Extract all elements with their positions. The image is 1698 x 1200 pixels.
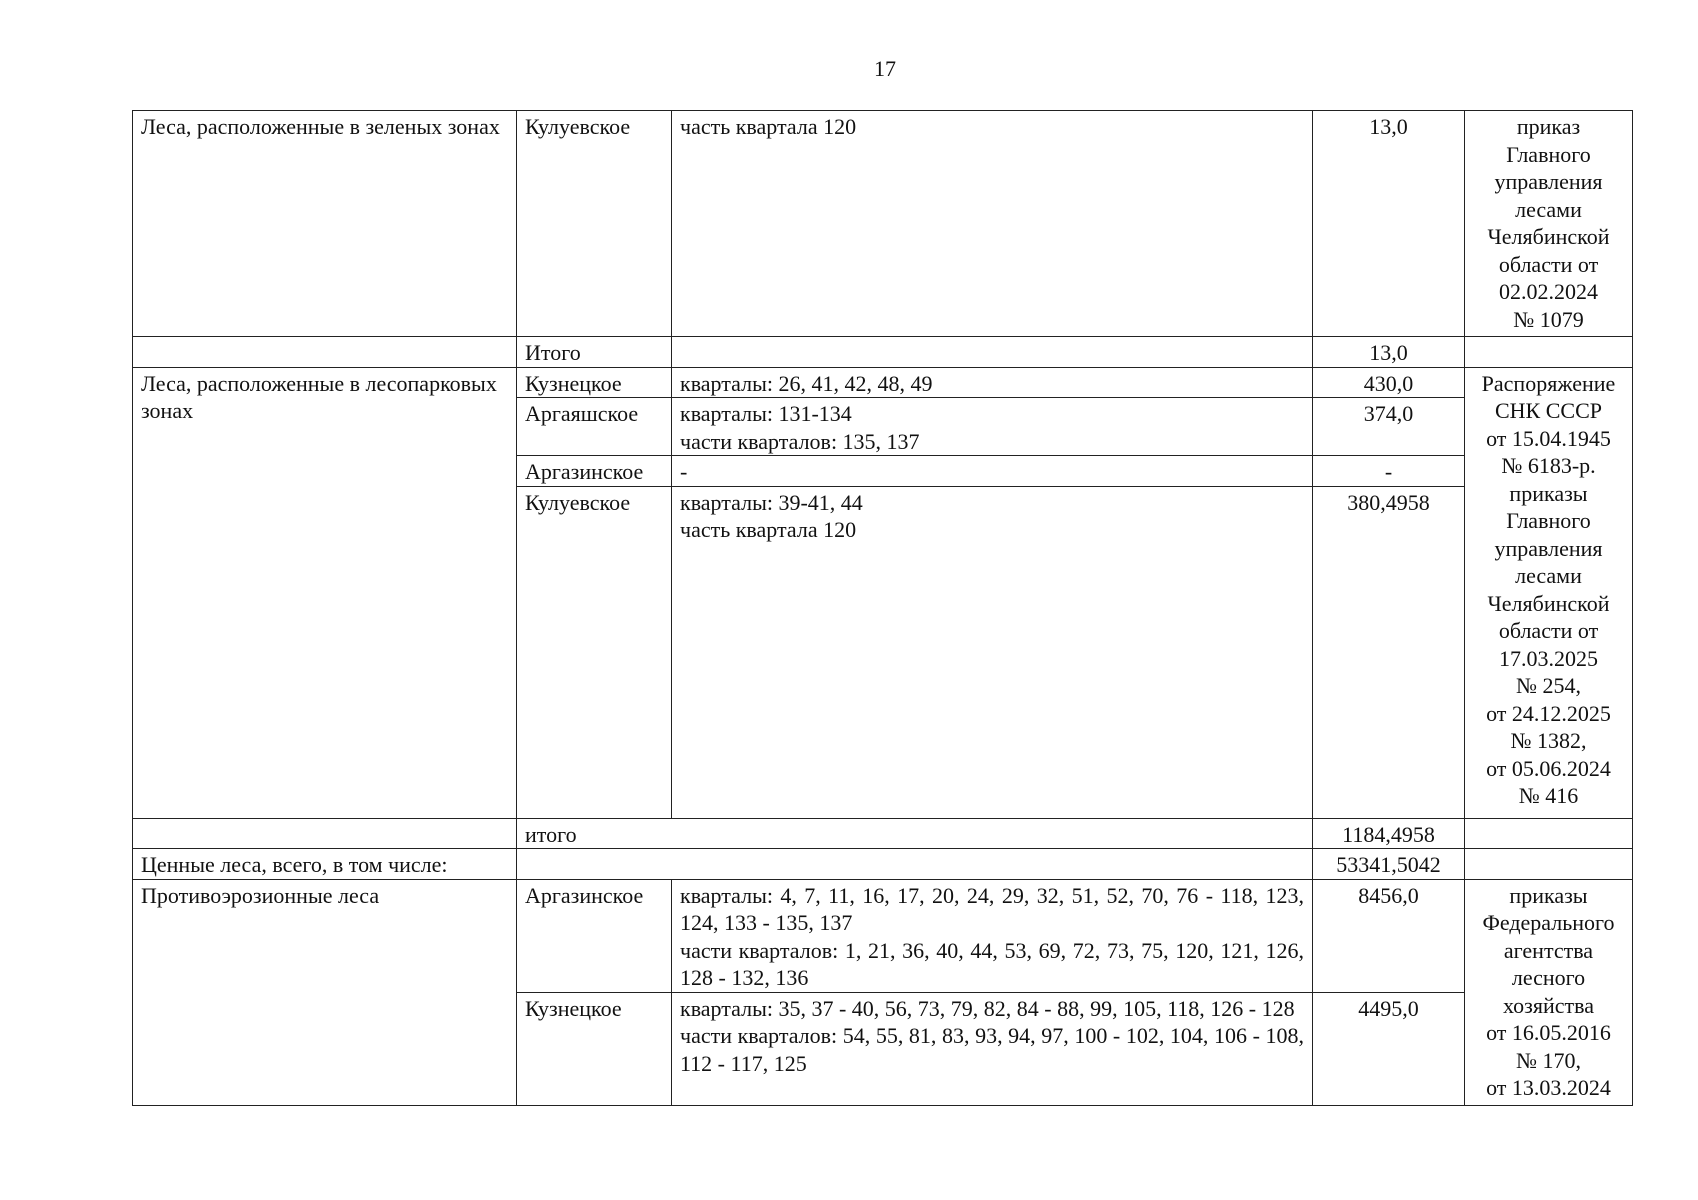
document-cell: [1465, 367, 1633, 818]
document-line: № 170,: [1516, 1047, 1581, 1073]
area-cell: 8456,0: [1313, 879, 1465, 992]
document-cell: [1465, 879, 1633, 1105]
empty-cell: [1465, 818, 1633, 849]
area-cell: 4495,0: [1313, 992, 1465, 1105]
area-cell: 380,4958: [1313, 486, 1465, 818]
document-line: приказы: [1509, 480, 1588, 506]
forestry-cell: Аргазинское: [517, 456, 672, 487]
section-label: Ценные леса, всего, в том числе:: [133, 849, 517, 880]
document-line: от 16.05.2016: [1486, 1020, 1611, 1045]
total-area: 13,0: [1313, 337, 1465, 368]
document-line: хозяйства: [1503, 992, 1594, 1018]
table-row: [133, 849, 1633, 880]
document-line: № 416: [1518, 783, 1579, 808]
document-line: № 1079: [1513, 306, 1584, 332]
document-line: № 1382,: [1510, 728, 1587, 753]
forestry-cell: Кулуевское: [517, 486, 672, 818]
document-line: от 13.03.2024: [1486, 1075, 1611, 1100]
quarters-line: -: [680, 459, 688, 484]
quarters-cell: [672, 367, 1313, 398]
document-line: управления: [1494, 535, 1603, 561]
area-cell: -: [1313, 456, 1465, 487]
category-cell: Леса, расположенные в лесопарковых зонах: [133, 367, 517, 818]
forestry-cell: Аргазинское: [517, 879, 672, 992]
category-cell: Противоэрозионные леса: [133, 879, 517, 1105]
table-row: [133, 879, 1633, 992]
document-line: лесного: [1511, 965, 1586, 990]
document-line: № 6183-р.: [1501, 453, 1596, 478]
quarters-line: кварталы: 26, 41, 42, 48, 49: [680, 370, 933, 396]
table-row: [133, 111, 1633, 337]
document-line: 17.03.2025: [1499, 645, 1598, 671]
document-line: приказы: [1509, 882, 1588, 908]
document-line: лесами: [1515, 196, 1582, 222]
quarters-cell: [672, 111, 1313, 337]
section-area: 53341,5042: [1313, 849, 1465, 880]
area-cell: 430,0: [1313, 367, 1465, 398]
document-line: приказ: [1516, 114, 1581, 139]
quarters-line: части кварталов: 54, 55, 81, 83, 93, 94, 97, 100 - 102, 104, 106 - 108, 112 - 117, 125: [680, 1023, 1304, 1076]
table-row: [133, 337, 1633, 368]
document-line: Распоряжение: [1481, 370, 1616, 396]
empty-cell: [133, 337, 517, 368]
document-line: № 254,: [1516, 673, 1581, 698]
empty-cell: [517, 849, 1313, 880]
quarters-line: часть квартала 120: [680, 114, 857, 139]
document-line: 02.02.2024: [1499, 279, 1598, 304]
quarters-line: кварталы: 131-134: [680, 401, 852, 426]
forestry-cell: Кулуевское: [517, 111, 672, 337]
quarters-cell: [672, 456, 1313, 487]
total-area: 1184,4958: [1313, 818, 1465, 849]
empty-cell: [133, 818, 517, 849]
page-number: 17: [874, 56, 896, 81]
empty-cell: [1465, 849, 1633, 880]
document-line: Федерального: [1482, 910, 1615, 935]
document-line: лесами: [1515, 563, 1582, 588]
document-line: от 24.12.2025: [1486, 700, 1611, 726]
total-label: итого: [517, 818, 1313, 849]
document-line: Главного: [1506, 508, 1591, 533]
empty-cell: [1465, 337, 1633, 368]
quarters-line: части кварталов: 1, 21, 36, 40, 44, 53, 69, 72, 73, 75, 120, 121, 126, 128 - 132, 136: [680, 937, 1304, 990]
quarters-cell: [672, 879, 1313, 992]
document-line: Челябинской: [1487, 224, 1610, 249]
area-cell: 13,0: [1313, 111, 1465, 337]
forestry-cell: Аргаяшское: [517, 398, 672, 456]
quarters-cell: [672, 486, 1313, 818]
area-cell: 374,0: [1313, 398, 1465, 456]
quarters-line: кварталы: 35, 37 - 40, 56, 73, 79, 82, 84 - 88, 99, 105, 118, 126 - 128: [680, 995, 1295, 1021]
document-line: области от: [1498, 618, 1599, 643]
quarters-cell: [672, 992, 1313, 1105]
document-cell: [1465, 111, 1633, 337]
document-line: области от: [1498, 251, 1599, 277]
document-line: от 05.06.2024: [1486, 755, 1611, 781]
document-line: от 15.04.1945: [1486, 425, 1611, 451]
forestry-cell: Кузнецкое: [517, 992, 672, 1105]
document-line: Челябинской: [1487, 590, 1610, 616]
quarters-cell: [672, 398, 1313, 456]
total-label: Итого: [517, 337, 672, 368]
empty-cell: [672, 337, 1313, 368]
quarters-line: части кварталов: 135, 137: [680, 428, 920, 454]
quarters-line: кварталы: 39-41, 44: [680, 489, 863, 515]
category-cell: Леса, расположенные в зеленых зонах: [133, 111, 517, 337]
table-row: [133, 818, 1633, 849]
document-line: Главного: [1506, 141, 1591, 167]
document-line: СНК СССР: [1495, 398, 1602, 423]
forest-table: [132, 110, 1633, 1106]
quarters-line: кварталы: 4, 7, 11, 16, 17, 20, 24, 29, 32, 51, 52, 70, 76 - 118, 123, 124, 133 - 135, 137: [680, 882, 1304, 935]
table-row: [133, 367, 1633, 398]
forestry-cell: Кузнецкое: [517, 367, 672, 398]
quarters-line: часть квартала 120: [680, 517, 857, 542]
document-line: агентства: [1503, 937, 1594, 963]
document-line: управления: [1494, 169, 1603, 194]
